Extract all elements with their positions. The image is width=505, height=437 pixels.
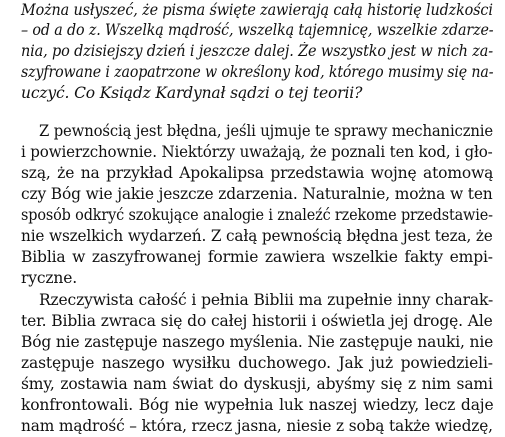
answer-line: Bóg nie zastępuje naszego myślenia. Nie zastępuje nauki, nie <box>21 333 494 351</box>
answer-line: i powierzchownie. Niektórzy uważają, że poznali ten kod, i gło- <box>21 143 493 161</box>
answer-line: śmy, zostawia nam świat do dyskusji, abyśmy się z nim sami <box>21 375 493 393</box>
question-line: Można usłyszeć, że pisma święte zawierają całą historię ludzkości <box>21 1 493 19</box>
answer-line: nie wszelkich wydarzeń. Z całą pewnością błędna jest teza, że <box>21 227 493 245</box>
answer-line: Z pewnością jest błędna, jeśli ujmuje te sprawy mechanicznie <box>39 122 493 140</box>
question-line: nia, po dzisiejszy dzień i jeszcze dalej. Że wszystko jest w nich za- <box>21 42 493 60</box>
answer-line: Rzeczywista całość i pełnia Biblii ma zupełnie inny charak- <box>39 291 494 309</box>
answer-line: sposób odkryć szokujące analogie i znaleźć rzekome przedstawie- <box>21 206 493 224</box>
answer-line: Biblia w zaszyfrowanej formie zawiera wszelkie fakty empi- <box>21 248 493 266</box>
answer-line: ryczne. <box>21 269 78 287</box>
question-line: – od a do z. Wszelką mądrość, wszelką tajemnicę, wszelkie zdarze- <box>21 21 494 39</box>
answer-line: czy Bóg wie jakie jeszcze zdarzenia. Naturalnie, można w ten <box>21 185 493 203</box>
answer-line: szą, że na przykład Apokalipsa przedstawia wojnę atomową <box>21 164 494 182</box>
question-line: uczyć. Co Ksiądz Kardynał sądzi o tej teorii? <box>21 84 363 102</box>
answer-line: zastępuje naszego wysiłku duchowego. Jak już powiedzieli- <box>21 354 493 372</box>
question-line: szyfrowane i zaopatrzone w określony kod, którego musimy się na- <box>21 63 494 81</box>
answer-line: nam mądrość – która, rzecz jasna, niesie z sobą także wiedzę, <box>21 417 493 435</box>
answer-line: konfrontowali. Bóg nie wypełnia luk naszej wiedzy, lecz daje <box>21 396 494 414</box>
answer-line: ter. Biblia zwraca się do całej historii i oświetla jej drogę. Ale <box>21 312 493 330</box>
